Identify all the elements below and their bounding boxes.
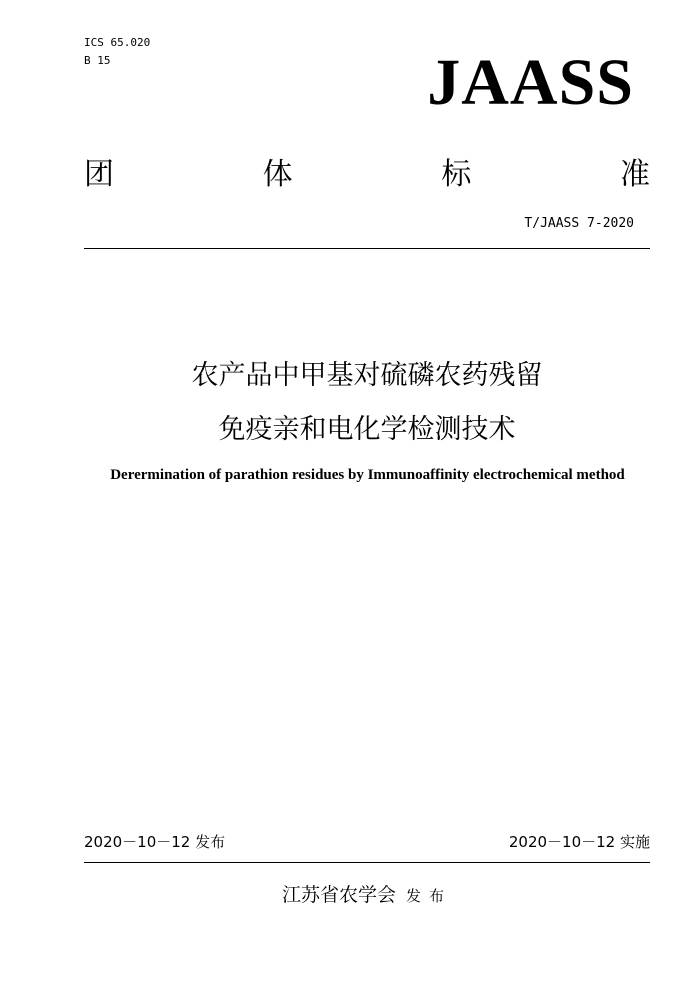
standard-type-char: 准 bbox=[619, 157, 650, 192]
publisher bbox=[84, 881, 650, 910]
standard-type-char: 标 bbox=[441, 157, 472, 192]
footer-divider bbox=[84, 862, 650, 863]
title-en: Derermination of parathion residues by Immunoaffinity electrochemical method bbox=[110, 467, 625, 483]
ccs-code: B 15 bbox=[84, 54, 111, 67]
standard-type-char: 团 bbox=[84, 157, 114, 192]
issue-date: 2020－10－12 发布 bbox=[84, 833, 226, 851]
ics-code: ICS 65.020 bbox=[84, 36, 151, 49]
title-zh-line-2: 免疫亲和电化学检测技术 bbox=[218, 414, 516, 445]
header-divider bbox=[84, 248, 650, 249]
implementation-date: 2020－10－12 实施 bbox=[508, 833, 650, 851]
title-zh-line-1: 农产品中甲基对硫磷农药残留 bbox=[191, 360, 543, 391]
standard-type-char: 体 bbox=[262, 157, 293, 192]
standard-type bbox=[84, 153, 650, 197]
organization-logo: JAASS bbox=[427, 46, 634, 119]
publisher-verb: 发布 bbox=[406, 887, 453, 905]
standard-number: T/JAASS 7-2020 bbox=[524, 216, 634, 231]
publisher-name: 江苏省农学会 bbox=[281, 884, 396, 906]
